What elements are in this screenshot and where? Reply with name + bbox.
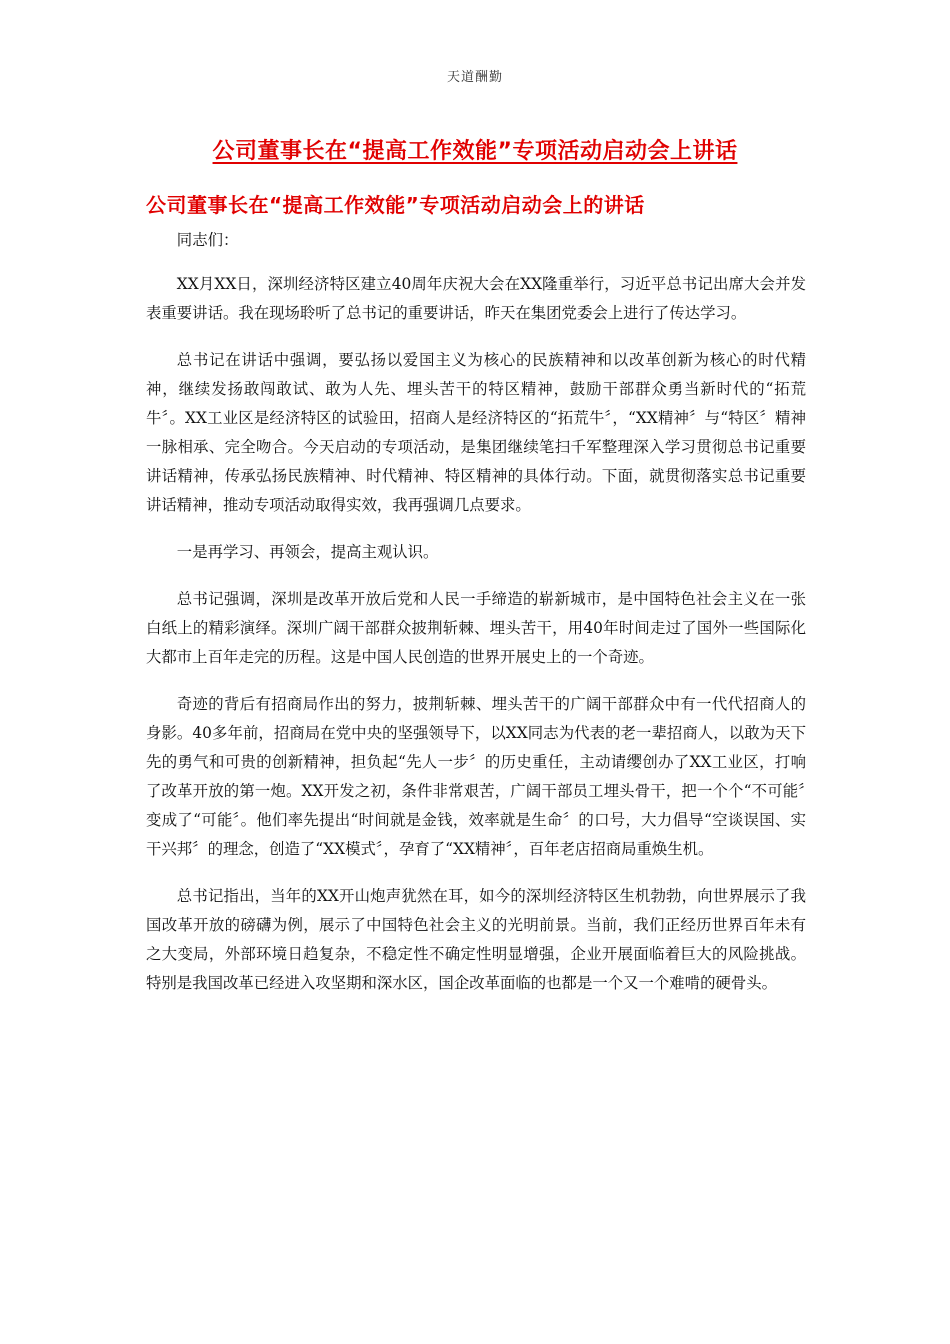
- paragraph-section-heading: 一是再学习、再领会，提高主观认识。: [176, 543, 439, 561]
- document-body: [146, 226, 806, 1016]
- paragraph: 总书记在讲话中强调，要弘扬以爱国主义为核心的民族精神和以改革创新为核心的时代精神，继续发扬敢闯敢试、敢为人先、埋头苦干的特区精神，鼓励干部群众勇当新时代的“拓荒牛〞。XX工业区是经济特区的试验田，招商人是经济特区的“拓荒牛〞，“XX精神〞与“特区〞精神一脉相承、完全吻合。今天启动的专项活动，是集团继续笔扫千军整理深入学习贯彻总书记重要讲话精神，传承弘扬民族精神、时代精神、特区精神的具体行动。下面，就贯彻落实总书记重要讲话精神，推动专项活动取得实效，我再强调几点要求。: [146, 351, 806, 514]
- page-header: 天道酬勤: [446, 70, 503, 85]
- document-title: 公司董事长在“提高工作效能”专项活动启动会上讲话: [212, 139, 738, 164]
- paragraph: 奇迹的背后有招商局作出的努力，披荆斩棘、埋头苦干的广阔干部群众中有一代代招商人的身影。40多年前，招商局在党中央的坚强领导下，以XX同志为代表的老一辈招商人，以敢为天下先的勇气和可贵的创新精神，担负起“先人一步〞的历史重任，主动请缨创办了XX工业区，打响了改革开放的第一炮。XX开发之初，条件非常艰苦，广阔干部员工埋头骨干，把一个个“不可能〞变成了“可能〞。他们率先提出“时间就是金钱，效率就是生命〞的口号，大力倡导“空谈误国、实干兴邦〞的理念，创造了“XX模式〞，孕育了“XX精神〞，百年老店招商局重焕生机。: [146, 695, 806, 858]
- paragraph: XX月XX日，深圳经济特区建立40周年庆祝大会在XX隆重举行，习近平总书记出席大会并发表重要讲话。我在现场聆听了总书记的重要讲话，昨天在集团党委会上进行了传达学习。: [146, 275, 806, 322]
- document-subtitle: 公司董事长在“提高工作效能”专项活动启动会上的讲话: [146, 193, 645, 217]
- paragraph-greeting: 同志们：: [176, 231, 239, 249]
- paragraph: 总书记强调，深圳是改革开放后党和人民一手缔造的崭新城市，是中国特色社会主义在一张白纸上的精彩演绎。深圳广阔干部群众披荆斩棘、埋头苦干，用40年时间走过了国外一些国际化大都市上百年走完的历程。这是中国人民创造的世界开展史上的一个奇迹。: [146, 590, 806, 666]
- paragraph: 总书记指出，当年的XX开山炮声犹然在耳，如今的深圳经济特区生机勃勃，向世界展示了我国改革开放的磅礴为例，展示了中国特色社会主义的光明前景。当前，我们正经历世界百年未有之大变局，外部环境日趋复杂，不稳定性不确定性明显增强，企业开展面临着巨大的风险挑战。特别是我国改革已经进入攻坚期和深水区，国企改革面临的也都是一个又一个难啃的硬骨头。: [146, 887, 806, 992]
